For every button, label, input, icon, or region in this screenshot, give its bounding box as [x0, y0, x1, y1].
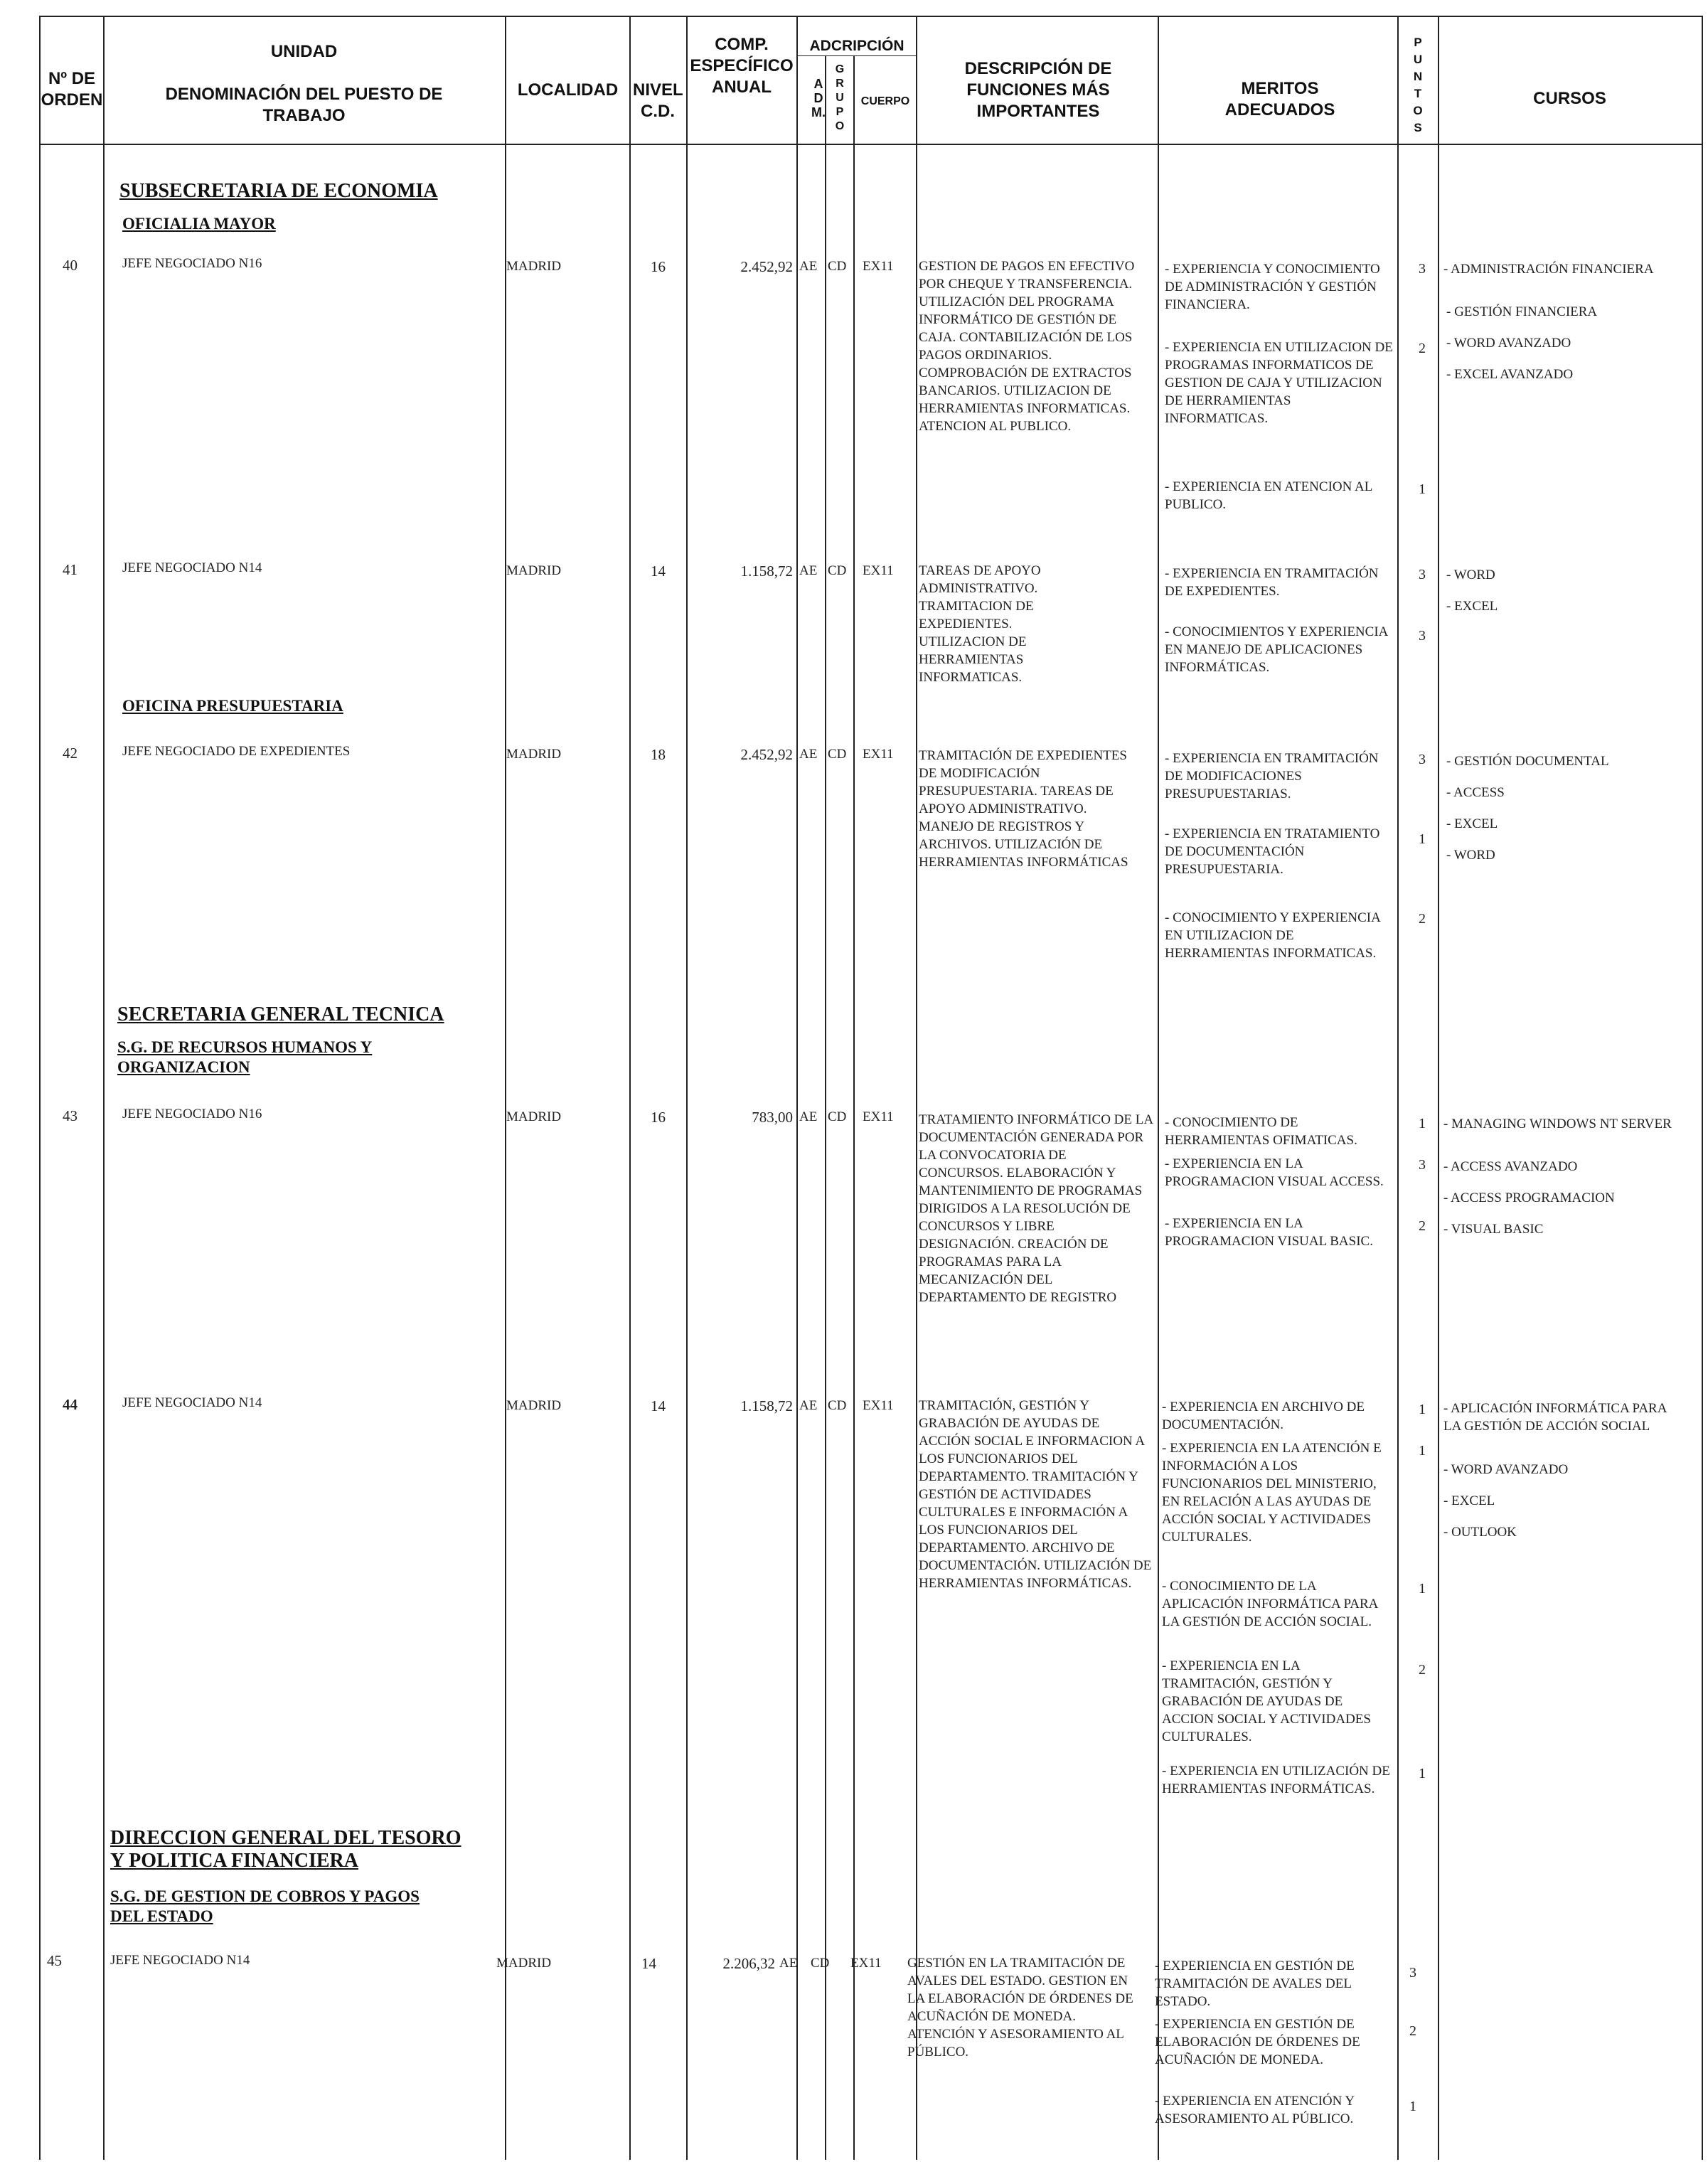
row-orden: 45: [47, 1952, 62, 1969]
section-subsecretaria: SUBSECRETARIA DE ECONOMIA: [119, 180, 438, 202]
row-merito: - EXPERIENCIA EN UTILIZACIÓN DE HERRAMIENTAS INFORMÁTICAS.: [1162, 1764, 1390, 1796]
row-localidad: MADRID: [506, 747, 562, 762]
row-curso: - GESTIÓN FINANCIERA: [1446, 304, 1598, 319]
row-puesto: JEFE NEGOCIADO N14: [110, 1953, 250, 1968]
header-localidad: LOCALIDAD: [517, 80, 619, 100]
row-localidad: MADRID: [506, 1109, 562, 1124]
header-cursos: CURSOS: [1533, 89, 1606, 108]
row-localidad: MADRID: [506, 1398, 562, 1413]
row-merito: - EXPERIENCIA Y CONOCIMIENTO DE ADMINISTRACIÓN Y GESTIÓN FINANCIERA.: [1165, 262, 1380, 312]
section-oficialia-mayor: OFICIALIA MAYOR: [122, 215, 276, 233]
row-merito: - EXPERIENCIA EN TRAMITACIÓN DE MODIFICACIONES PRESUPUESTARIAS.: [1165, 751, 1379, 801]
header-denominacion: DENOMINACIÓN DEL PUESTO DE TRABAJO: [165, 85, 443, 125]
row-grupo: CD: [828, 1109, 847, 1124]
row-punto: 1: [1419, 1581, 1426, 1597]
row-cuerpo: EX11: [863, 747, 894, 762]
row-curso: - EXCEL: [1446, 599, 1498, 614]
row-cuerpo: EX11: [850, 1956, 882, 1971]
row-punto: 1: [1419, 1116, 1426, 1131]
row-cuerpo: EX11: [863, 1398, 894, 1413]
row-orden: 40: [63, 257, 78, 274]
row-punto: 3: [1419, 628, 1426, 644]
row-merito: - EXPERIENCIA EN TRATAMIENTO DE DOCUMENTACIÓN PRESUPUESTARIA.: [1165, 826, 1380, 877]
header-comp: COMP. ESPECÍFICO ANUAL: [690, 35, 794, 97]
row-punto: 2: [1419, 1218, 1426, 1234]
row-curso: - EXCEL: [1443, 1493, 1495, 1508]
row-nivel: 18: [651, 746, 666, 763]
row-punto: 2: [1419, 1662, 1426, 1678]
row-orden: 42: [63, 745, 78, 762]
row-merito: - CONOCIMIENTO Y EXPERIENCIA EN UTILIZACION DE HERRAMIENTAS INFORMATICAS.: [1165, 910, 1380, 961]
row-merito: - CONOCIMIENTOS Y EXPERIENCIA EN MANEJO DE APLICACIONES INFORMÁTICAS.: [1165, 624, 1388, 675]
row-adm: AE: [799, 1109, 818, 1124]
row-cuerpo: EX11: [863, 1109, 894, 1124]
row-cuerpo: EX11: [863, 259, 894, 274]
header-adm: A D M.: [811, 77, 826, 119]
row-funciones: TAREAS DE APOYO ADMINISTRATIVO. TRAMITACION DE EXPEDIENTES. UTILIZACION DE HERRAMIENTAS INFORMATICAS.: [919, 563, 1041, 685]
row-localidad: MADRID: [506, 259, 562, 274]
row-punto: 3: [1419, 567, 1426, 582]
section-dg-tesoro-2: Y POLITICA FINANCIERA: [110, 1850, 359, 1872]
row-punto: 3: [1419, 752, 1426, 767]
section-oficina-presupuestaria: OFICINA PRESUPUESTARIA: [122, 697, 343, 715]
row-orden: 43: [63, 1107, 78, 1124]
header-unidad: UNIDAD: [270, 42, 338, 61]
row-curso: - WORD: [1446, 848, 1495, 863]
row-comp: 2.206,32: [722, 1955, 775, 1972]
row-puesto: JEFE NEGOCIADO N14: [122, 1395, 262, 1410]
row-nivel: 14: [641, 1955, 656, 1972]
row-curso: - OUTLOOK: [1443, 1525, 1517, 1540]
row-merito: - EXPERIENCIA EN LA ATENCIÓN E INFORMACIÓN A LOS FUNCIONARIOS DEL MINISTERIO, EN RELACIÓN A LAS AYUDAS DE ACCIÓN SOCIAL Y ACTIVIDADES CULTURALES.: [1162, 1441, 1382, 1545]
row-curso: - ACCESS PROGRAMACION: [1443, 1190, 1615, 1205]
row-orden: 41: [63, 561, 78, 578]
row-puesto: JEFE NEGOCIADO DE EXPEDIENTES: [122, 744, 351, 759]
row-merito: - EXPERIENCIA EN TRAMITACIÓN DE EXPEDIENTES.: [1165, 566, 1379, 599]
row-localidad: MADRID: [496, 1956, 552, 1971]
row-funciones: GESTIÓN EN LA TRAMITACIÓN DE AVALES DEL ESTADO. GESTION EN LA ELABORACIÓN DE ÓRDENES DE ACUÑACIÓN DE MONEDA. ATENCIÓN Y ASESORAMIENTO AL PÚBLICO.: [907, 1956, 1133, 2060]
row-curso: - WORD: [1446, 568, 1495, 582]
row-merito: - EXPERIENCIA EN GESTIÓN DE TRAMITACIÓN DE AVALES DEL ESTADO.: [1155, 1959, 1355, 2009]
row-grupo: CD: [828, 747, 847, 762]
row-merito: - EXPERIENCIA EN GESTIÓN DE ELABORACIÓN DE ÓRDENES DE ACUÑACIÓN DE MONEDA.: [1155, 2017, 1360, 2067]
section-sg-recursos-humanos-2: ORGANIZACION: [117, 1058, 250, 1076]
row-curso: - EXCEL: [1446, 816, 1498, 831]
row-orden: 44: [63, 1396, 78, 1413]
row-merito: - EXPERIENCIA EN ARCHIVO DE DOCUMENTACIÓN.: [1162, 1400, 1365, 1432]
row-comp: 1.158,72: [740, 1397, 793, 1414]
row-adm: AE: [799, 747, 818, 762]
row-nivel: 14: [651, 1397, 666, 1414]
row-comp: 783,00: [752, 1109, 793, 1126]
row-puesto: JEFE NEGOCIADO N16: [122, 1107, 262, 1121]
row-merito: - EXPERIENCIA EN LA PROGRAMACION VISUAL ACCESS.: [1165, 1156, 1384, 1189]
row-grupo: CD: [828, 1398, 847, 1413]
row-puesto: JEFE NEGOCIADO N16: [122, 256, 262, 271]
row-localidad: MADRID: [506, 563, 562, 578]
header-meritos: MERITOS ADECUADOS: [1224, 79, 1335, 119]
row-merito: - EXPERIENCIA EN ATENCION AL PUBLICO.: [1165, 479, 1372, 512]
header-grupo: G R U P O: [835, 63, 845, 132]
row-curso: - WORD AVANZADO: [1446, 336, 1571, 351]
row-curso: - EXCEL AVANZADO: [1446, 367, 1574, 382]
row-curso: - MANAGING WINDOWS NT SERVER: [1443, 1117, 1672, 1131]
row-punto: 3: [1419, 261, 1426, 277]
row-merito: - CONOCIMIENTO DE LA APLICACIÓN INFORMÁTICA PARA LA GESTIÓN DE ACCIÓN SOCIAL.: [1162, 1579, 1378, 1629]
row-funciones: GESTION DE PAGOS EN EFECTIVO POR CHEQUE Y TRANSFERENCIA. UTILIZACIÓN DEL PROGRAMA INFORMÁTICO DE GESTIÓN DE CAJA. CONTABILIZACIÓN DE LOS PAGOS ORDINARIOS. COMPROBACIÓN DE EXTRACTOS BANCARIOS. UTILIZACION DE HERRAMIENTAS INFORMATICAS. ATENCION AL PUBLICO.: [919, 259, 1135, 434]
header-puntos: P U N T O S: [1413, 36, 1423, 134]
row-comp: 2.452,92: [740, 746, 793, 763]
row-punto: 1: [1419, 481, 1426, 497]
row-punto: 1: [1419, 1766, 1426, 1781]
row-curso: - GESTIÓN DOCUMENTAL: [1446, 754, 1609, 769]
row-puesto: JEFE NEGOCIADO N14: [122, 560, 262, 575]
row-punto: 2: [1419, 911, 1426, 927]
row-curso: - ACCESS AVANZADO: [1443, 1159, 1578, 1174]
section-dg-tesoro: DIRECCION GENERAL DEL TESORO: [110, 1827, 461, 1849]
row-funciones: TRAMITACIÓN DE EXPEDIENTES DE MODIFICACIÓN PRESUPUESTARIA. TAREAS DE APOYO ADMINISTRATIVO. MANEJO DE REGISTROS Y ARCHIVOS. UTILIZACIÓN DE HERRAMIENTAS INFORMÁTICAS: [919, 748, 1128, 870]
row-merito: - CONOCIMIENTO DE HERRAMIENTAS OFIMATICAS.: [1165, 1115, 1357, 1148]
row-nivel: 16: [651, 258, 666, 275]
row-adm: AE: [779, 1956, 798, 1971]
row-nivel: 16: [651, 1109, 666, 1126]
row-curso: - ADMINISTRACIÓN FINANCIERA: [1443, 262, 1654, 277]
header-nivel: NIVEL C.D.: [633, 80, 683, 121]
row-curso: - VISUAL BASIC: [1443, 1222, 1544, 1237]
row-grupo: CD: [828, 563, 847, 578]
row-punto: 2: [1409, 2023, 1416, 2039]
row-merito: - EXPERIENCIA EN LA PROGRAMACION VISUAL BASIC.: [1165, 1216, 1373, 1249]
row-comp: 1.158,72: [740, 563, 793, 580]
row-curso: - APLICACIÓN INFORMÁTICA PARA LA GESTIÓN DE ACCIÓN SOCIAL: [1443, 1401, 1667, 1434]
row-curso: - WORD AVANZADO: [1443, 1462, 1569, 1477]
header-cuerpo: CUERPO: [860, 95, 910, 107]
section-sg-cobros-pagos: S.G. DE GESTION DE COBROS Y PAGOS: [110, 1887, 420, 1905]
row-grupo: CD: [828, 259, 847, 274]
row-adm: AE: [799, 1398, 818, 1413]
row-punto: 3: [1419, 1157, 1426, 1173]
section-secretaria-general-tecnica: SECRETARIA GENERAL TECNICA: [117, 1003, 444, 1025]
header-descripcion: DESCRIPCIÓN DE FUNCIONES MÁS IMPORTANTES: [964, 59, 1112, 121]
row-punto: 1: [1419, 1402, 1426, 1417]
row-cuerpo: EX11: [863, 563, 894, 578]
row-comp: 2.452,92: [740, 258, 793, 275]
row-nivel: 14: [651, 563, 666, 580]
row-merito: - EXPERIENCIA EN ATENCIÓN Y ASESORAMIENTO AL PÚBLICO.: [1155, 2094, 1355, 2126]
section-sg-recursos-humanos: S.G. DE RECURSOS HUMANOS Y: [117, 1038, 373, 1056]
row-adm: AE: [799, 563, 818, 578]
header-orden: Nº DE ORDEN: [41, 69, 103, 110]
row-funciones: TRAMITACIÓN, GESTIÓN Y GRABACIÓN DE AYUDAS DE ACCIÓN SOCIAL E INFORMACION A LOS FUNCIONARIOS DEL DEPARTAMENTO. TRAMITACIÓN Y GESTIÓN DE ACTIVIDADES CULTURALES E INFORMACIÓN A LOS FUNCIONARIOS DEL DEPARTAMENTO. ARCHIVO DE DOCUMENTACIÓN. UTILIZACIÓN DE HERRAMIENTAS INFORMÁTICAS.: [919, 1398, 1152, 1591]
row-punto: 2: [1419, 341, 1426, 356]
row-merito: - EXPERIENCIA EN LA TRAMITACIÓN, GESTIÓN Y GRABACIÓN DE AYUDAS DE ACCION SOCIAL Y ACTIVIDADES CULTURALES.: [1162, 1658, 1371, 1744]
header-adscripcion: ADCRIPCIÓN: [809, 38, 904, 54]
row-punto: 1: [1419, 831, 1426, 847]
section-sg-cobros-pagos-2: DEL ESTADO: [110, 1907, 213, 1925]
row-grupo: CD: [811, 1956, 830, 1971]
row-curso: - ACCESS: [1446, 785, 1505, 800]
row-punto: 1: [1419, 1443, 1426, 1459]
row-funciones: TRATAMIENTO INFORMÁTICO DE LA DOCUMENTACIÓN GENERADA POR LA CONVOCATORIA DE CONCURSOS. ELABORACIÓN Y MANTENIMIENTO DE PROGRAMAS DIRIGIDOS A LA RESOLUCIÓN DE CONCURSOS Y LIBRE DESIGNACIÓN. CREACIÓN DE PROGRAMAS PARA LA MECANIZACIÓN DEL DEPARTAMENTO DE REGISTRO: [919, 1112, 1153, 1305]
row-adm: AE: [799, 259, 818, 274]
row-punto: 3: [1409, 1965, 1416, 1981]
row-punto: 1: [1409, 2099, 1416, 2114]
row-merito: - EXPERIENCIA EN UTILIZACION DE PROGRAMAS INFORMATICOS DE GESTION DE CAJA Y UTILIZACION DE HERRAMIENTAS INFORMATICAS.: [1165, 340, 1393, 426]
